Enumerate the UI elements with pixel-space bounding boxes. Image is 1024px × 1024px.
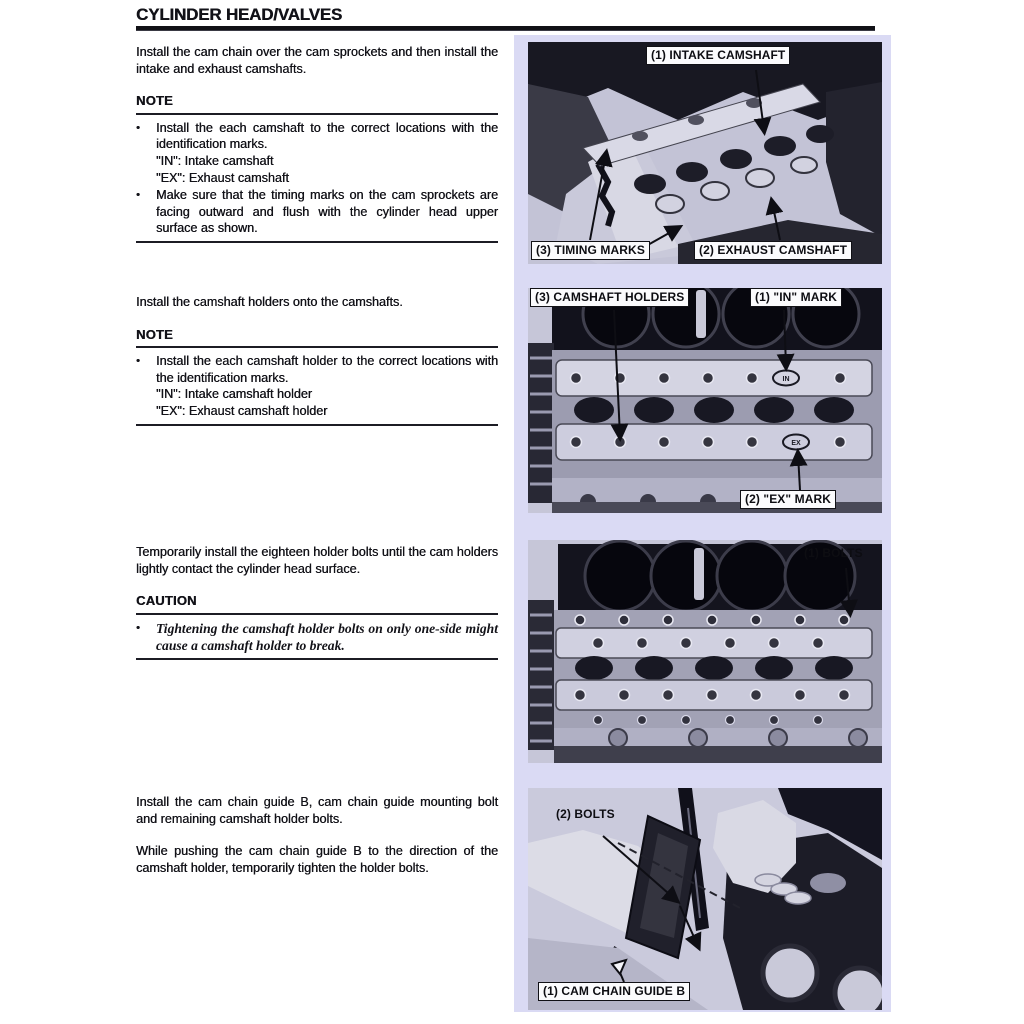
note-heading: NOTE xyxy=(136,326,173,342)
cam-chain-shape xyxy=(528,343,554,503)
label-bolts: (1) BOLTS xyxy=(804,546,863,560)
bullet-text xyxy=(156,353,498,419)
caution-text: Tightening the camshaft holder bolts on only one-side might cause a camshaft holder to break. xyxy=(156,620,498,653)
photo-holder-bolts xyxy=(528,540,882,763)
step4-paragraph-2: While pushing the cam chain guide B to the direction of the camshaft holder, temporarily tighten the holder bolts. xyxy=(136,844,498,875)
photo-panel xyxy=(514,35,891,1012)
label-bolts: (2) BOLTS xyxy=(556,807,615,821)
note-rule-top xyxy=(136,113,498,115)
label-camshaft-holders: (3) CAMSHAFT HOLDERS xyxy=(530,288,689,307)
caution-rule-top xyxy=(136,613,498,615)
bullet-text xyxy=(156,120,498,186)
caution-rule-bottom xyxy=(136,658,498,660)
note-bullet-item xyxy=(136,353,498,419)
bullet-main-text: Install the each camshaft holder to the correct locations with the identification marks. xyxy=(156,354,498,385)
engine-photo-3-illustration xyxy=(528,540,882,763)
label-exhaust-camshaft: (2) EXHAUST CAMSHAFT xyxy=(694,241,852,260)
page-title: CYLINDER HEAD/VALVES xyxy=(136,5,343,24)
note-rule-bottom xyxy=(136,241,498,243)
step1-paragraph: Install the cam chain over the cam sprockets and then install the intake and exhaust camshafts. xyxy=(136,45,498,76)
engine-photo-1-illustration xyxy=(528,42,882,264)
ex-stamp: EX xyxy=(791,440,801,447)
note-bullet-item xyxy=(136,187,498,237)
note-rule-bottom xyxy=(136,424,498,426)
step4-text-block xyxy=(136,794,498,891)
step2-paragraph: Install the camshaft holders onto the camshafts. xyxy=(136,295,403,309)
ex-mark-line: "EX": Exhaust camshaft xyxy=(156,170,289,185)
engine-photo-2-illustration xyxy=(528,288,882,513)
in-mark-line: "IN": Intake camshaft xyxy=(156,153,274,168)
step3-paragraph: Temporarily install the eighteen holder bolts until the cam holders lightly contact the cylinder head surface. xyxy=(136,545,498,576)
photo-cam-chain-guide xyxy=(528,788,882,1010)
label-in-mark: (1) "IN" MARK xyxy=(750,288,842,307)
bullet-text: Make sure that the timing marks on the cam sprockets are facing outward and flush with the cylinder head upper surface as shown. xyxy=(156,188,498,236)
step2-text-block xyxy=(136,294,498,426)
step1-text-block xyxy=(136,44,498,243)
in-mark-line: "IN": Intake camshaft holder xyxy=(156,387,312,402)
step4-paragraph-1: Install the cam chain guide B, cam chain guide mounting bolt and remaining camshaft holder bolts. xyxy=(136,795,498,826)
photo-camshaft-installation xyxy=(528,42,882,264)
bullet-icon: • xyxy=(136,121,140,134)
cam-chain-shape xyxy=(528,600,554,750)
in-stamp: IN xyxy=(782,376,790,383)
label-cam-chain-guide-b: (1) CAM CHAIN GUIDE B xyxy=(538,982,690,1001)
caution-heading: CAUTION xyxy=(136,593,197,609)
label-ex-mark: (2) "EX" MARK xyxy=(740,490,836,509)
note-bullet-item xyxy=(136,120,498,186)
photo-camshaft-holders xyxy=(528,288,882,513)
step2-note-callout xyxy=(136,327,498,426)
label-timing-marks: (3) TIMING MARKS xyxy=(531,241,650,260)
step3-caution-callout xyxy=(136,593,498,660)
caution-bullet-item xyxy=(136,620,498,654)
bullet-main-text: Install the each camshaft to the correct locations with the identification marks. xyxy=(156,120,498,152)
title-rule xyxy=(136,26,875,31)
note-heading: NOTE xyxy=(136,93,173,109)
ex-mark-line: "EX": Exhaust camshaft holder xyxy=(156,403,328,418)
bullet-icon: • xyxy=(136,189,140,202)
bullet-icon: • xyxy=(136,355,140,368)
label-intake-camshaft: (1) INTAKE CAMSHAFT xyxy=(646,46,790,65)
step3-text-block xyxy=(136,544,498,660)
note-rule-top xyxy=(136,346,498,348)
bullet-icon: • xyxy=(136,621,140,634)
step1-note-callout xyxy=(136,93,498,243)
